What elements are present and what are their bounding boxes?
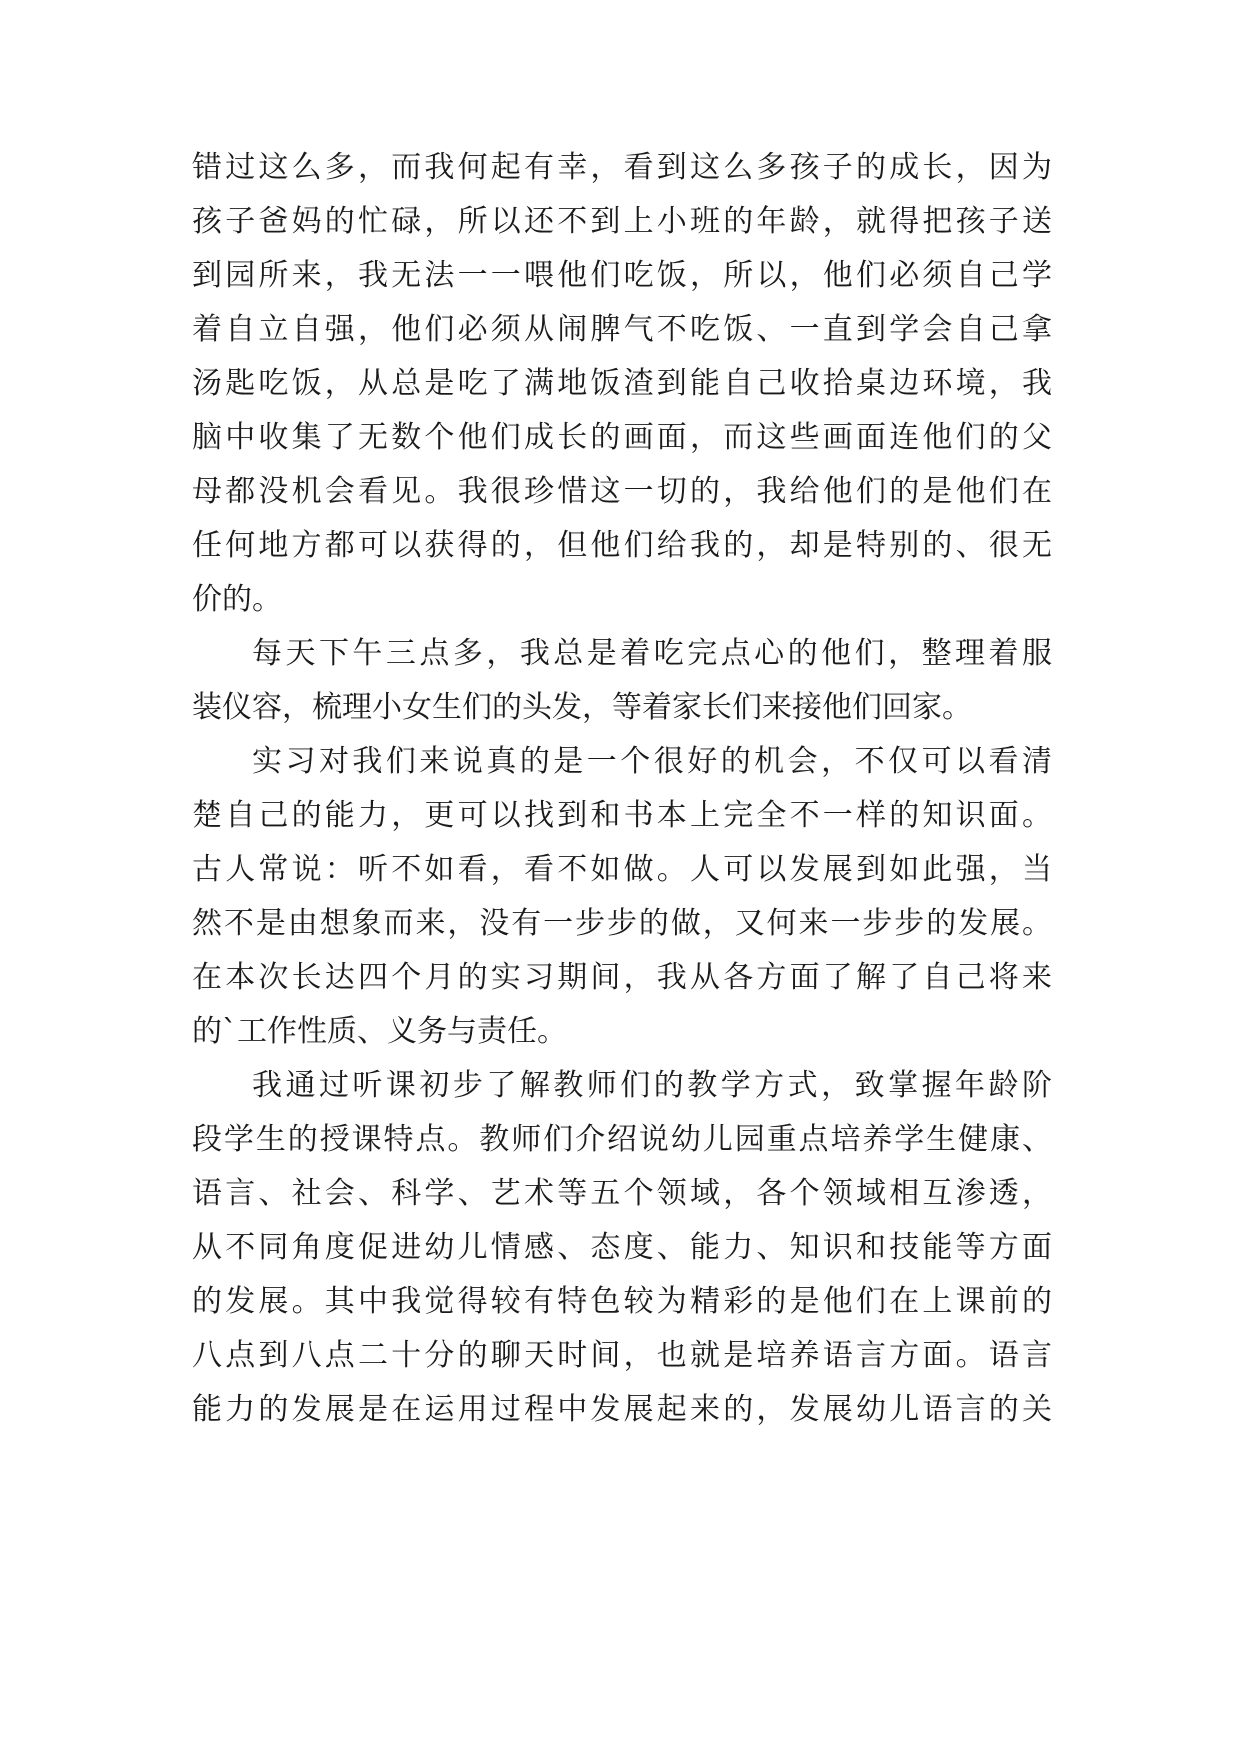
text-line: 母都没机会看见。我很珍惜这一切的，我给他们的是他们在: [192, 474, 1052, 509]
text-line: 脑中收集了无数个他们成长的画面，而这些画面连他们的父: [192, 420, 1052, 455]
text-line: 装仪容，梳理小女生们的头发，等着家长们来接他们回家。: [192, 690, 972, 725]
paragraph-first-line: 实习对我们来说真的是一个很好的机会，不仅可以看清: [252, 744, 1052, 779]
text-line: 价的。: [192, 582, 282, 617]
text-line: 着自立自强，他们必须从闹脾气不吃饭、一直到学会自己拿: [192, 312, 1052, 347]
text-line: 的发展。其中我觉得较有特色较为精彩的是他们在上课前的: [192, 1284, 1052, 1319]
paragraph-first-line: 我通过听课初步了解教师们的教学方式，致掌握年龄阶: [252, 1068, 1052, 1103]
text-line: 然不是由想象而来，没有一步步的做，又何来一步步的发展。: [192, 906, 1052, 941]
text-line: 段学生的授课特点。教师们介绍说幼儿园重点培养学生健康、: [192, 1122, 1052, 1157]
text-line: 古人常说：听不如看，看不如做。人可以发展到如此强，当: [192, 852, 1052, 887]
text-line: 任何地方都可以获得的，但他们给我的，却是特别的、很无: [192, 528, 1052, 563]
text-line: 语言、社会、科学、艺术等五个领域，各个领域相互渗透，: [192, 1176, 1052, 1211]
text-line: 在本次长达四个月的实习期间，我从各方面了解了自己将来: [192, 960, 1052, 995]
text-line: 楚自己的能力，更可以找到和书本上完全不一样的知识面。: [192, 798, 1052, 833]
text-line: 汤匙吃饭，从总是吃了满地饭渣到能自己收拾桌边环境，我: [192, 366, 1052, 401]
paragraph-first-line: 每天下午三点多，我总是着吃完点心的他们，整理着服: [252, 636, 1052, 671]
text-line: 八点到八点二十分的聊天时间，也就是培养语言方面。语言: [192, 1338, 1052, 1373]
text-line: 从不同角度促进幼儿情感、态度、能力、知识和技能等方面: [192, 1230, 1052, 1265]
text-line: 到园所来，我无法一一喂他们吃饭，所以，他们必须自己学: [192, 258, 1052, 293]
text-line: 能力的发展是在运用过程中发展起来的，发展幼儿语言的关: [192, 1392, 1052, 1427]
text-line: 错过这么多，而我何起有幸，看到这么多孩子的成长，因为: [192, 150, 1052, 185]
text-line: 的`工作性质、义务与责任。: [192, 1014, 567, 1049]
text-line: 孩子爸妈的忙碌，所以还不到上小班的年龄，就得把孩子送: [192, 204, 1052, 239]
